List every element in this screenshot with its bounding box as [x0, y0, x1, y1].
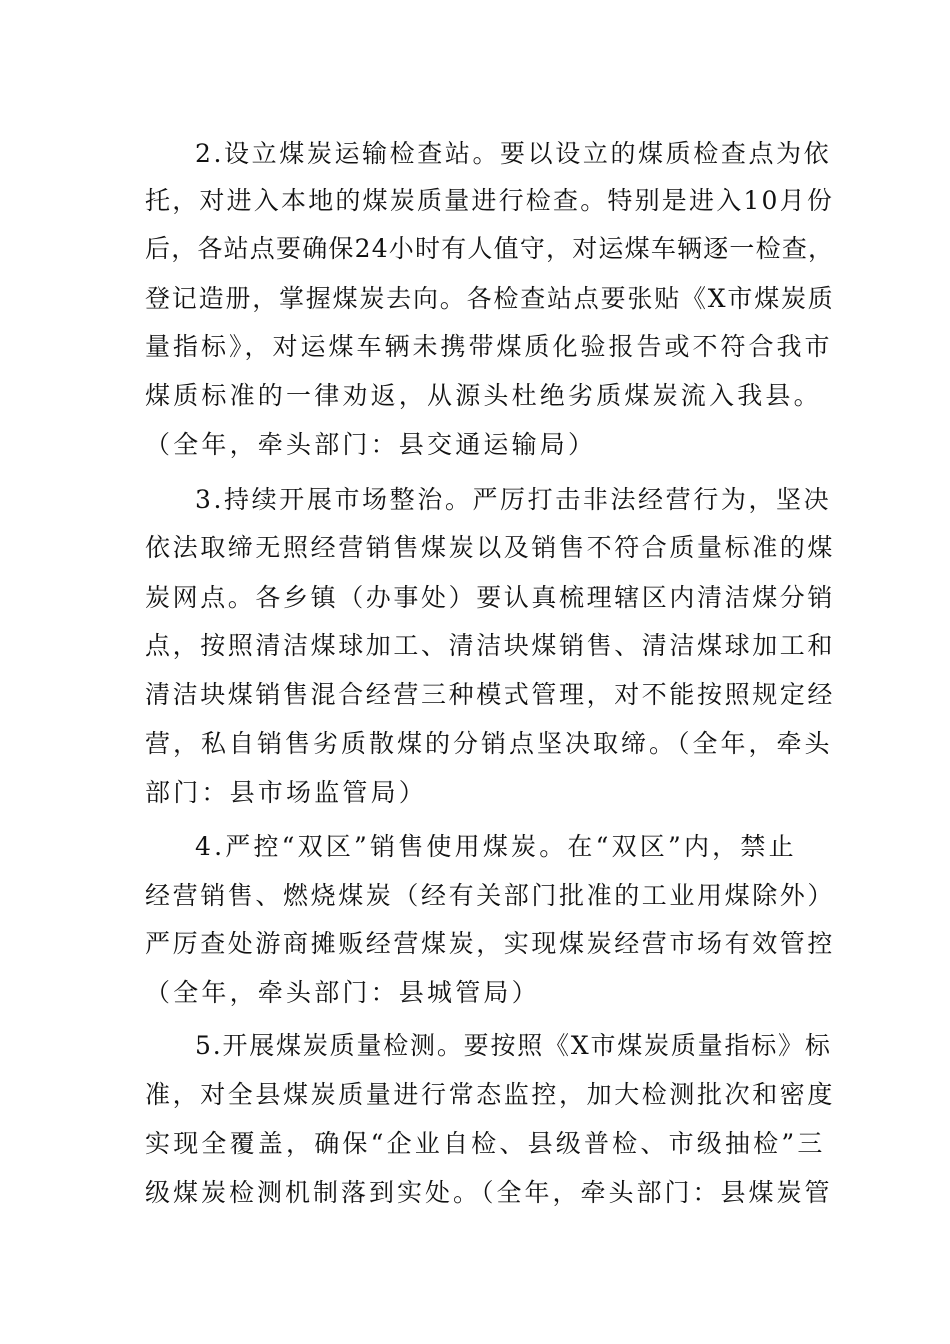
paragraph-4-line-4: （全年，牵头部门：县城管局） [145, 978, 540, 1007]
paragraph-5-line-3: 实现全覆盖，确保“企业自检、县级普检、市级抽检”三 [145, 1129, 826, 1158]
paragraph-5-line-2: 准，对全县煤炭质量进行常态监控，加大检测批次和密度 [145, 1080, 836, 1109]
paragraph-4-line-3: 严厉查处游商摊贩经营煤炭，实现煤炭经营市场有效管控 [145, 929, 836, 958]
paragraph-3-line-3: 炭网点。各乡镇（办事处）要认真梳理辖区内清洁煤分销 [145, 583, 836, 612]
paragraph-2-line-3: 后，各站点要确保24小时有人值守，对运煤车辆逐一检查， [145, 234, 835, 263]
paragraph-3-line-2: 依法取缔无照经营销售煤炭以及销售不符合质量标准的煤 [145, 533, 836, 562]
paragraph-3-line-1: 3.持续开展市场整治。严厉打击非法经营行为，坚决 [195, 485, 832, 514]
paragraph-2-line-2: 托，对进入本地的煤炭质量进行检查。特别是进入10月份 [145, 186, 835, 215]
paragraph-2-line-5: 量指标》，对运煤车辆未携带煤质化验报告或不符合我市 [145, 332, 833, 361]
paragraph-2-line-4: 登记造册，掌握煤炭去向。各检查站点要张贴《X市煤炭质 [145, 284, 835, 313]
paragraph-2-line-6: 煤质标准的一律劝返，从源头杜绝劣质煤炭流入我县。 [145, 381, 822, 410]
paragraph-4-line-2: 经营销售、燃烧煤炭（经有关部门批准的工业用煤除外） [145, 881, 836, 910]
paragraph-3-line-4: 点，按照清洁煤球加工、清洁块煤销售、清洁煤球加工和 [145, 631, 836, 660]
paragraph-3-line-5: 清洁块煤销售混合经营三种模式管理，对不能按照规定经 [145, 680, 836, 709]
paragraph-2-line-7: （全年，牵头部门：县交通运输局） [145, 430, 597, 459]
paragraph-2-line-1: 2.设立煤炭运输检查站。要以设立的煤质检查点为依 [195, 139, 832, 168]
paragraph-5-line-4: 级煤炭检测机制落到实处。（全年，牵头部门：县煤炭管 [145, 1178, 833, 1207]
paragraph-5-line-1: 5.开展煤炭质量检测。要按照《X市煤炭质量指标》标 [195, 1031, 832, 1060]
paragraph-3-line-7: 部门：县市场监管局） [145, 778, 428, 807]
paragraph-4-line-1: 4.严控“双区”销售使用煤炭。在“双区”内，禁止 [195, 832, 797, 861]
paragraph-3-line-6: 营，私自销售劣质散煤的分销点坚决取缔。（全年，牵头 [145, 729, 833, 758]
